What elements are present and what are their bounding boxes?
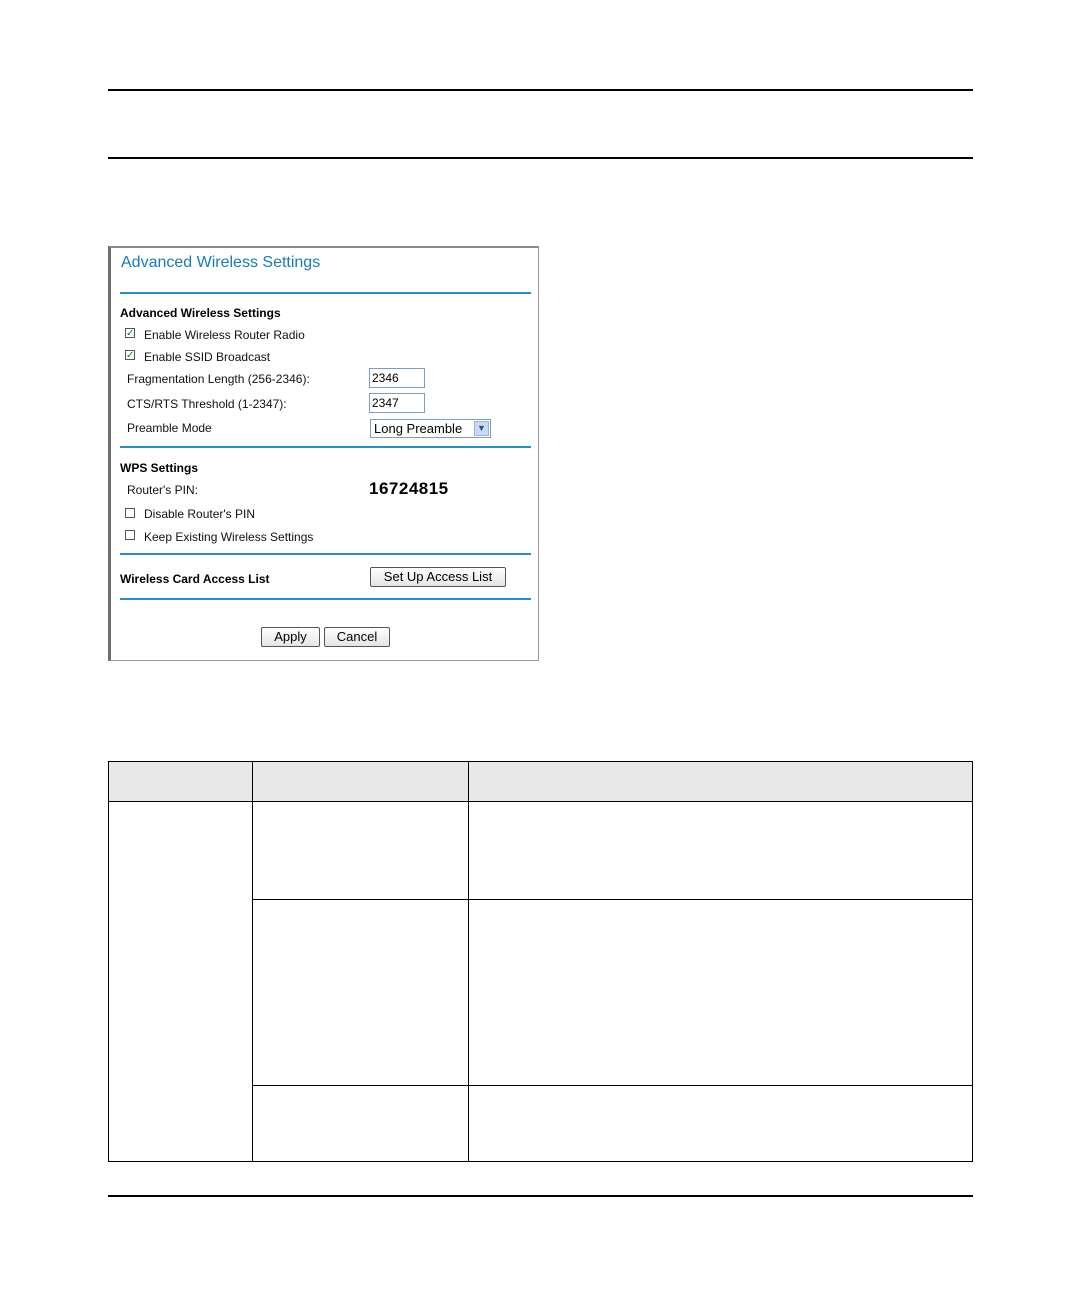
section-wps-heading: WPS Settings <box>120 461 199 475</box>
section-advanced-heading: Advanced Wireless Settings <box>120 306 281 320</box>
keep-existing-checkbox[interactable] <box>125 530 135 540</box>
apply-button[interactable]: Apply <box>261 627 320 647</box>
fragmentation-label: Fragmentation Length (256-2346): <box>127 372 310 386</box>
enable-ssid-label: Enable SSID Broadcast <box>144 350 271 364</box>
separator <box>120 598 531 600</box>
advanced-wireless-settings-panel <box>108 246 539 661</box>
check-icon: ✓ <box>126 350 135 361</box>
cts-rts-label: CTS/RTS Threshold (1-2347): <box>127 397 287 411</box>
setup-access-list-button[interactable]: Set Up Access List <box>370 567 506 587</box>
chevron-down-icon[interactable]: ▼ <box>474 421 489 436</box>
preamble-mode-value: Long Preamble <box>374 421 463 436</box>
header-rule <box>108 157 973 159</box>
access-list-label: Wireless Card Access List <box>120 572 270 586</box>
column-divider <box>468 762 469 1161</box>
enable-ssid-checkbox[interactable] <box>125 350 135 360</box>
disable-pin-label: Disable Router's PIN <box>144 507 255 521</box>
disable-pin-checkbox[interactable] <box>125 508 135 518</box>
separator <box>120 553 531 555</box>
enable-radio-checkbox[interactable] <box>125 328 135 338</box>
keep-existing-label: Keep Existing Wireless Settings <box>144 530 314 544</box>
cancel-button[interactable]: Cancel <box>324 627 390 647</box>
separator <box>120 446 531 448</box>
settings-table <box>108 761 973 1162</box>
table-header-row <box>109 762 972 802</box>
column-divider <box>252 762 253 1161</box>
header-divider <box>109 801 972 802</box>
row-divider <box>252 899 972 900</box>
row-divider <box>252 1085 972 1086</box>
router-pin-value: 16724815 <box>369 479 449 498</box>
separator <box>120 292 531 294</box>
cts-rts-input[interactable]: 2347 <box>369 393 425 413</box>
check-icon: ✓ <box>126 328 135 339</box>
preamble-mode-select[interactable] <box>370 419 491 438</box>
fragmentation-input[interactable]: 2346 <box>369 368 425 388</box>
panel-title: Advanced Wireless Settings <box>121 254 321 271</box>
router-pin-label: Router's PIN: <box>127 483 198 497</box>
preamble-mode-label: Preamble Mode <box>127 421 212 435</box>
footer-rule <box>108 1195 973 1197</box>
top-rule <box>108 89 973 91</box>
enable-radio-label: Enable Wireless Router Radio <box>144 328 305 342</box>
